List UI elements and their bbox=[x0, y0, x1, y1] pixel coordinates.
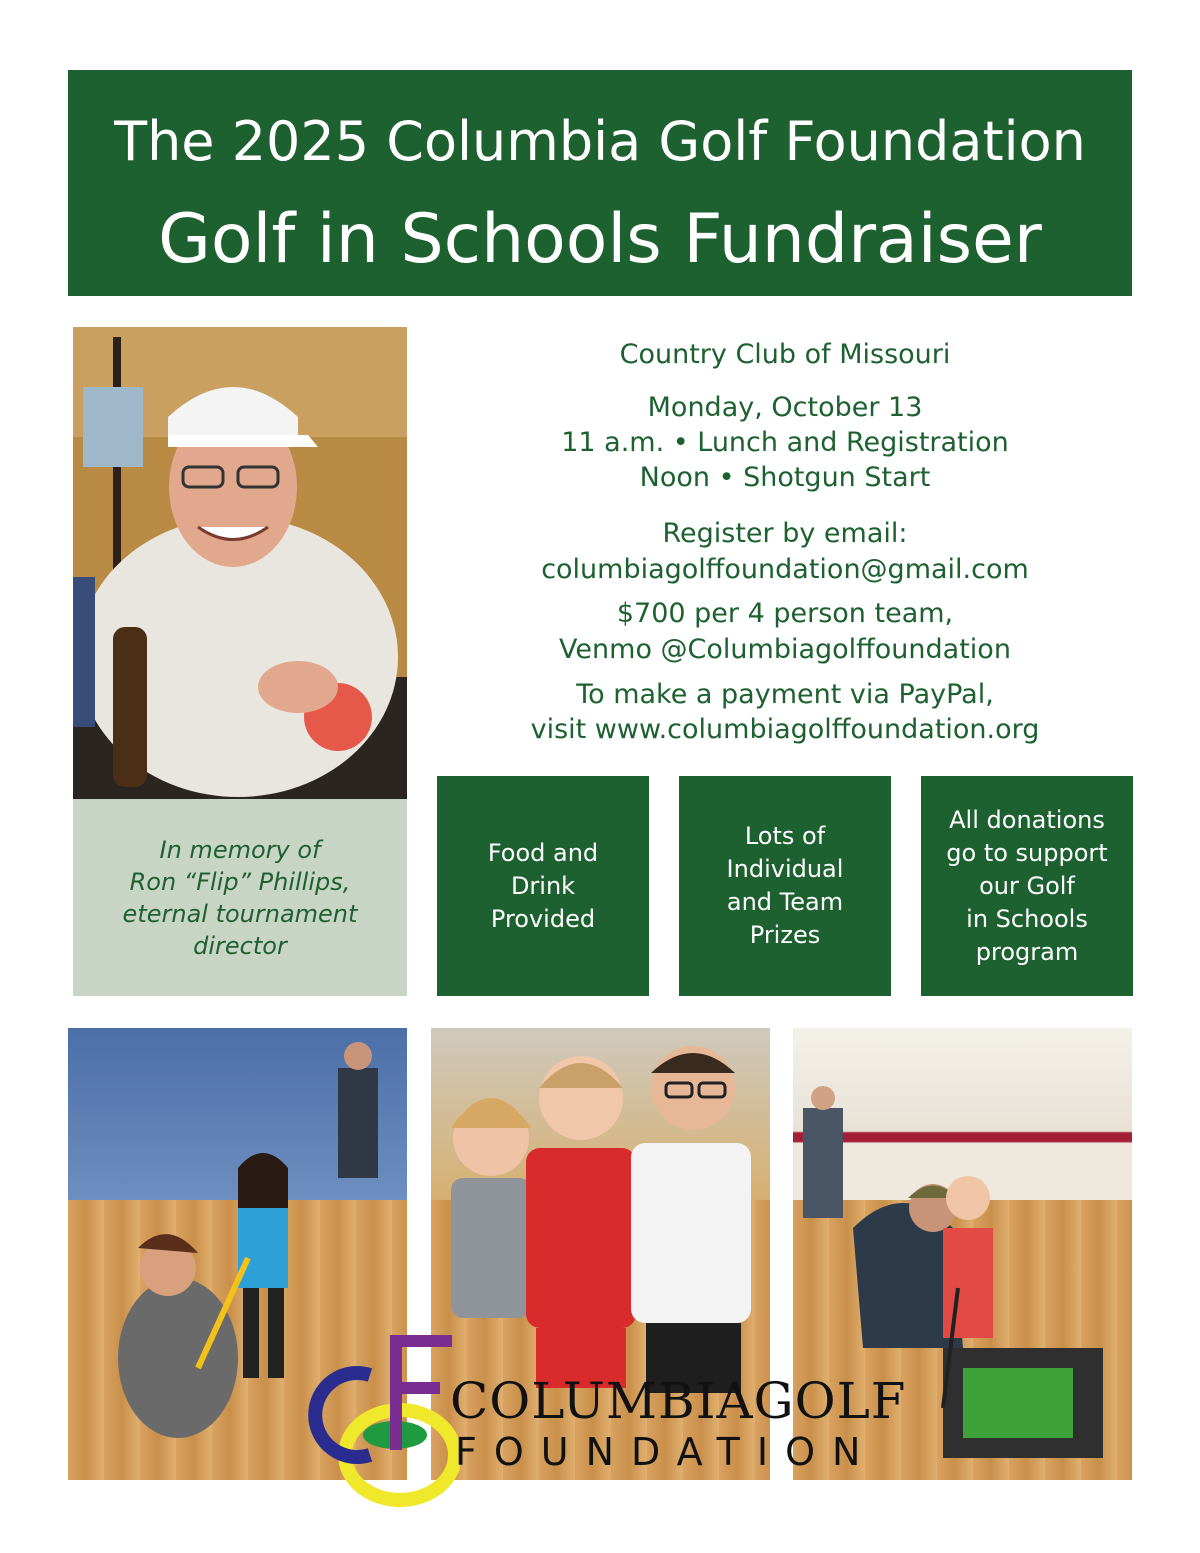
paypal-line-2[interactable]: visit www.columbiagolffoundation.org bbox=[530, 714, 1040, 745]
title-banner bbox=[68, 70, 1132, 296]
feature-line: All donations bbox=[949, 805, 1105, 834]
register-label: Register by email: bbox=[662, 518, 908, 549]
logo-subtitle: FOUNDATION bbox=[455, 1430, 878, 1474]
register-email[interactable]: columbiagolffoundation@gmail.com bbox=[541, 554, 1029, 585]
feature-line: our Golf bbox=[979, 871, 1075, 900]
event-date: Monday, October 13 bbox=[647, 392, 923, 423]
memorial-line: In memory of bbox=[159, 835, 321, 864]
feature-line: go to support bbox=[946, 838, 1108, 867]
feature-line: Drink bbox=[510, 871, 576, 900]
start-time: Noon • Shotgun Start bbox=[639, 462, 931, 493]
feature-line: Prizes bbox=[749, 921, 821, 949]
feature-line: in Schools bbox=[966, 904, 1088, 933]
memorial-caption bbox=[73, 799, 407, 996]
feature-food bbox=[437, 776, 649, 996]
foundation-logo bbox=[290, 1330, 930, 1520]
title-line-1: The 2025 Columbia Golf Foundation bbox=[114, 110, 1086, 173]
feature-line: Food and bbox=[487, 838, 599, 867]
paypal-line-1: To make a payment via PayPal, bbox=[576, 679, 994, 710]
feature-line: program bbox=[975, 937, 1079, 966]
memorial-line: Ron “Flip” Phillips, bbox=[129, 867, 351, 896]
cgf-monogram-icon bbox=[290, 1330, 460, 1520]
feature-line: Provided bbox=[490, 904, 596, 933]
feature-donations bbox=[921, 776, 1133, 996]
venue: Country Club of Missouri bbox=[619, 339, 951, 370]
lunch-time: 11 a.m. • Lunch and Registration bbox=[561, 427, 1009, 458]
feature-line: Individual bbox=[726, 855, 844, 883]
logo-wordmark: COLUMBIAGOLF bbox=[450, 1372, 907, 1430]
feature-prizes bbox=[679, 776, 891, 996]
memorial-line: eternal tournament bbox=[122, 899, 358, 928]
feature-line: Lots of bbox=[744, 822, 826, 850]
memorial-line: director bbox=[193, 931, 287, 960]
memorial-photo bbox=[73, 327, 407, 799]
venmo-handle: Venmo @Columbiagolffoundation bbox=[559, 634, 1011, 665]
memorial-photo-illustration bbox=[73, 327, 407, 799]
title-line-2: Golf in Schools Fundraiser bbox=[158, 200, 1042, 279]
feature-line: and Team bbox=[726, 888, 844, 916]
team-price: $700 per 4 person team, bbox=[616, 598, 954, 629]
